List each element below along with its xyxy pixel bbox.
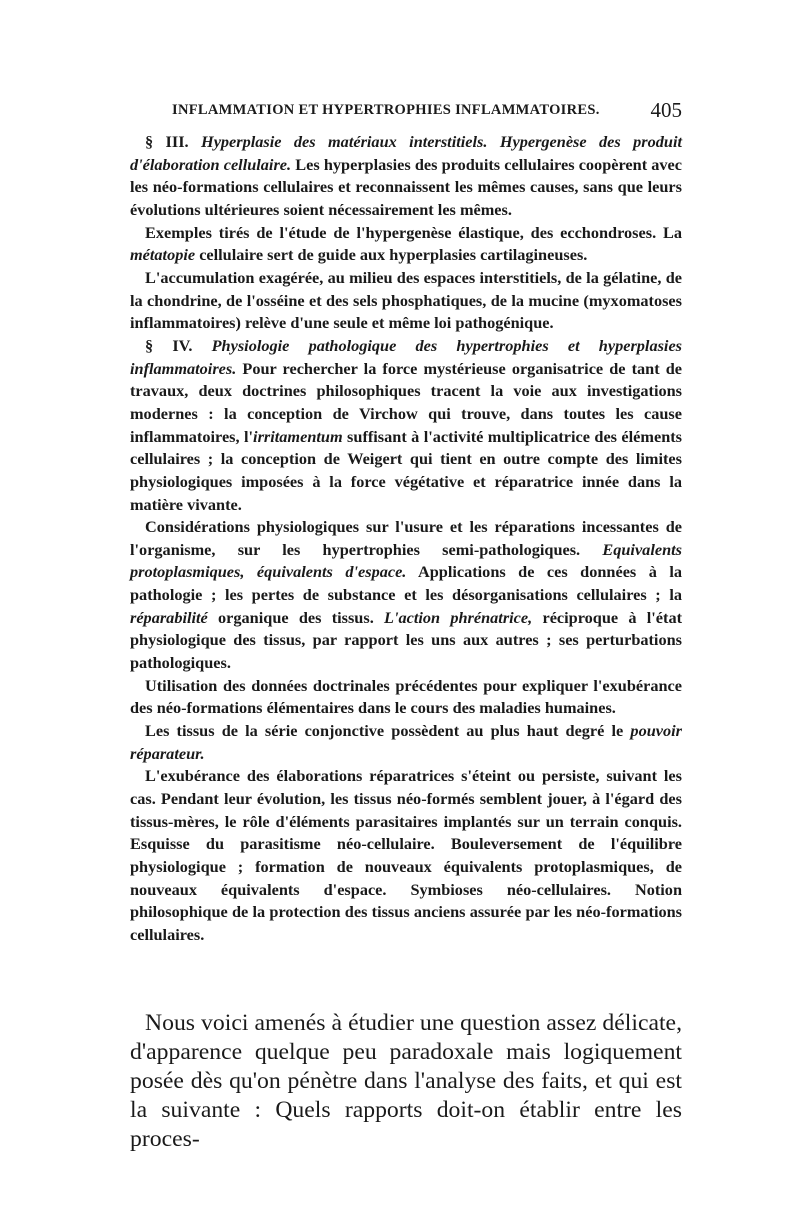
paragraph-text: Applications de ces données à la pathologie ; les pertes de substance et les désorganisations cellulaires ; la	[130, 562, 682, 605]
paragraph-text: organique des tissus.	[218, 607, 374, 627]
section-4-paragraph	[130, 335, 682, 516]
section-3-title: Hyperplasie des matériaux interstitiels. Hypergenèse des produit d'élaboration cellulaire.	[130, 132, 682, 174]
main-body-text	[130, 1009, 682, 1154]
paragraph-exuberance	[130, 765, 682, 946]
paragraph-tissus	[130, 720, 682, 765]
paragraph-text: Exemples tirés de l'étude de l'hypergenèse élastique, des ecchondroses. La	[145, 222, 682, 242]
paragraph-text: Les tissus de la série conjonctive possèdent au plus haut degré le	[145, 721, 624, 741]
italic-term: pouvoir réparateur.	[130, 721, 682, 763]
running-head	[172, 98, 682, 122]
section-3-heading: § III.	[145, 132, 189, 151]
paragraph-text: Utilisation des données doctrinales précédentes pour expliquer l'exubérance des néo-formations élémentaires dans le cours des maladies humaines.	[130, 675, 682, 718]
paragraph-ecchondroses	[130, 222, 682, 267]
section-3-paragraph	[130, 131, 682, 222]
paragraph-text: réciproque à l'état physiologique des tissus, par rapport les uns aux autres ; ses perturbations pathologiques.	[130, 607, 683, 673]
paragraph-utilisation	[130, 675, 682, 720]
italic-term: métatopie	[130, 245, 196, 265]
paragraph-accumulation	[130, 267, 682, 335]
italic-term: Equivalents protoplasmiques, équivalents d'espace.	[130, 539, 682, 582]
italic-term: réparabilité	[130, 607, 208, 627]
paragraph-text: suffisant à l'activité multiplicatrice des éléments cellulaires ; la conception de Weigert qui tient en outre compte des limites physiologiques imposées à la force végétative et réparatrice innée dans la matière vivante.	[130, 426, 683, 514]
paragraph-text: Considérations physiologiques sur l'usure et les réparations incessantes de l'organisme, sur les hypertrophies semi-pathologiques.	[130, 517, 682, 559]
paragraph-considerations	[130, 516, 682, 675]
paragraph-text: cellulaire sert de guide aux hyperplasies cartilagineuses.	[199, 245, 588, 265]
italic-term: irritamentum	[253, 426, 343, 446]
paragraph-text: Pour rechercher la force mystérieuse organisatrice de tant de travaux, deux doctrines philosophiques tracent la voie aux investigations modernes : la conception de Virchow qui trouve, dans toutes les cause inflammatoires, l'	[130, 358, 682, 446]
page-number: 405	[650, 98, 682, 122]
body-paragraph: Nous voici amenés à étudier une question assez délicate, d'apparence quelque peu paradoxale mais logiquement posée dès qu'on pénètre dans l'analyse des faits, et qui est la suivante : Quels rapports doit-on établir entre les proces-	[130, 1010, 682, 1152]
italic-term: L'action phrénatrice,	[384, 607, 533, 627]
paragraph-text: L'accumulation exagérée, au milieu des espaces interstitiels, de la gélatine, de la chondrine, de l'osséine et des sels phosphatiques, de la mucine (myxomatoses inflammatoires) relève d'une seule et même loi pathogénique.	[130, 267, 682, 333]
summary-block	[130, 131, 682, 947]
section-3-text: Les hyperplasies des produits cellulaires coopèrent avec les néo-formations cellulaires et reconnaissent les mêmes causes, sans que leurs évolutions ultérieures soient nécessairement les mêmes.	[130, 154, 683, 219]
section-4-heading: § IV.	[145, 335, 193, 355]
paragraph-text: L'exubérance des élaborations réparatrices s'éteint ou persiste, suivant les cas. Pendant leur évolution, les tissus néo-formés semblent jouer, à l'égard des tissus-mères, le rôle d'éléments parasitaires implantés sur un terrain conquis. Esquisse du parasitisme néo-cellulaire. Bouleversement de l'équilibre physiologique ; formation de nouveaux équivalents protoplasmiques, de nouveaux équivalents d'espace. Symbioses néo-cellulaires. Notion philosophique de la protection des tissus anciens assurée par les néo-formations cellulaires.	[130, 766, 682, 944]
section-4-title: Physiologie pathologique des hypertrophies et hyperplasies inflammatoires.	[130, 335, 683, 378]
running-title: INFLAMMATION ET HYPERTROPHIES INFLAMMATOIRES.	[172, 102, 600, 118]
